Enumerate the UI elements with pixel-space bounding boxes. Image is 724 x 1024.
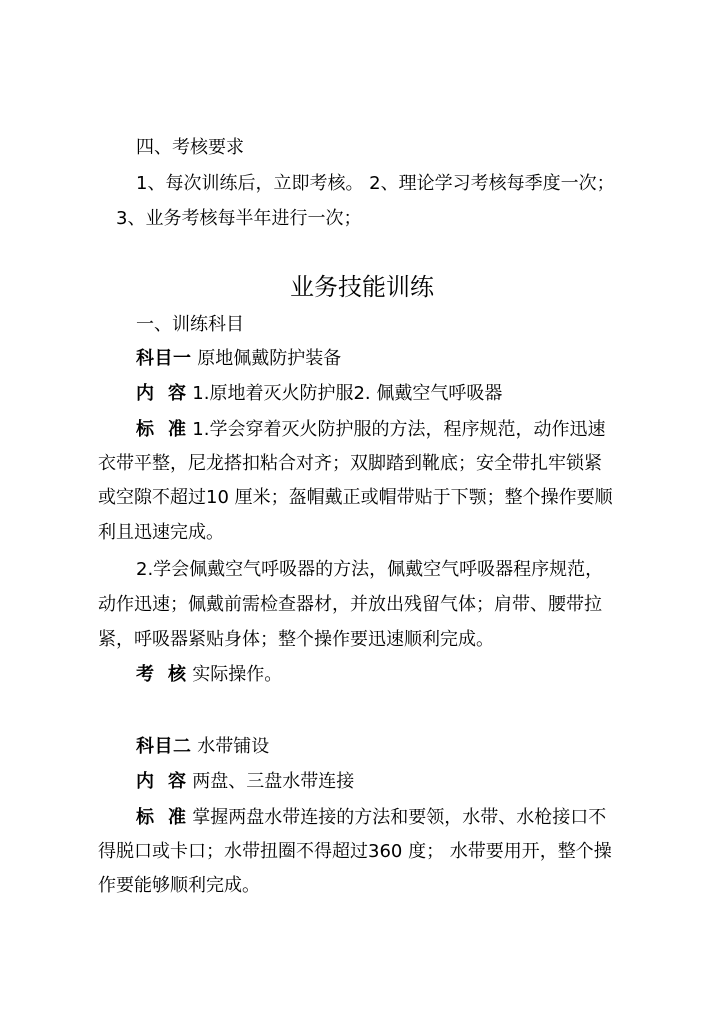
section-heading-requirements: 四、考核要求 [136, 137, 244, 158]
standard-text-line: 动作迅速；佩戴前需检查器材，并放出残留气体；肩带、腰带拉 [98, 594, 602, 615]
assess-label: 考 核 [136, 664, 187, 685]
subsection-heading: 一、训练科目 [136, 314, 244, 335]
standard-text: 1.学会穿着灭火防护服的方法，程序规范，动作迅速 [192, 419, 606, 440]
standard-text-line: 衣带平整，尼龙搭扣粘合对齐；双脚踏到靴底；安全带扎牢锁紧 [98, 453, 602, 474]
assess-text: 实际操作。 [192, 664, 283, 685]
content-label: 内 容 [136, 771, 187, 792]
subject-two-heading [136, 735, 269, 759]
requirements-line: 1、每次训练后，立即考核。 2、理论学习考核每季度一次； [136, 173, 615, 194]
subject-two-content [136, 770, 354, 794]
subject-name: 水带铺设 [197, 736, 270, 757]
standard-text-line: 得脱口或卡口；水带扭圈不得超过360 度； 水带要用开，整个操 [98, 841, 612, 862]
standard-text-line: 2.学会佩戴空气呼吸器的方法，佩戴空气呼吸器程序规范， [136, 559, 604, 580]
subject-one-content [136, 382, 502, 406]
subject-two-standard [136, 806, 606, 830]
subject-label: 科目二 [136, 736, 192, 757]
subject-one-heading [136, 347, 341, 371]
standard-label: 标 准 [136, 807, 187, 828]
subject-one-standard [136, 418, 605, 442]
requirements-line: 3、业务考核每半年进行一次； [116, 208, 362, 229]
standard-text-line: 或空隙不超过10 厘米；盔帽戴正或帽带贴于下颚；整个操作要顺 [98, 487, 613, 508]
standard-text-line: 紧，呼吸器紧贴身体；整个操作要迅速顺利完成。 [98, 629, 494, 650]
content-text: 两盘、三盘水带连接 [192, 771, 355, 792]
subject-one-assessment [136, 663, 282, 687]
content-text: 1.原地着灭火防护服2. 佩戴空气呼吸器 [192, 383, 503, 404]
content-label: 内 容 [136, 383, 187, 404]
page-title: 业务技能训练 [290, 273, 434, 301]
subject-name: 原地佩戴防护装备 [197, 348, 342, 369]
standard-label: 标 准 [136, 419, 187, 440]
standard-text-line: 作要能够顺利完成。 [98, 875, 260, 896]
standard-text-line: 利且迅速完成。 [98, 522, 224, 543]
subject-label: 科目一 [136, 348, 192, 369]
standard-text: 掌握两盘水带连接的方法和要领，水带、水枪接口不 [192, 807, 607, 828]
